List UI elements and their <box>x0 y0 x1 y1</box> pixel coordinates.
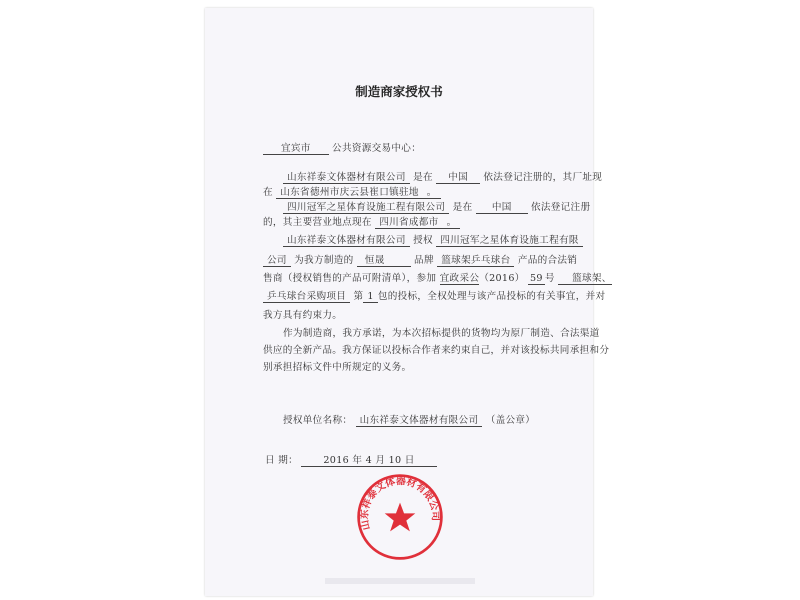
text: 在 <box>263 187 273 198</box>
para2-line1 <box>263 199 590 214</box>
country: 中国 <box>436 172 480 184</box>
tender-number: 59 <box>530 273 543 284</box>
seal-note: （盖公章） <box>485 415 536 426</box>
text: 为我方制造的 <box>294 255 354 266</box>
para1-line2 <box>263 184 441 199</box>
brand: 恒晟 <box>357 255 411 267</box>
para3-line3 <box>263 270 612 285</box>
text: 。 <box>423 187 441 199</box>
text: 依法登记注册 <box>530 202 591 213</box>
para4-line1: 作为制造商，我方承诺，为本次招标提供的货物均为原厂制造、合法渠道 <box>283 328 600 339</box>
text: 授权 <box>413 235 433 246</box>
addressee-line <box>263 140 421 155</box>
date-line <box>265 452 437 467</box>
date-value: 2016 年 4 月 10 日 <box>301 455 436 467</box>
text: 我方具有约束力。 <box>263 310 343 321</box>
text: 的，其主要营业地点现在 <box>263 217 372 228</box>
text: 第 <box>353 291 364 302</box>
text: 产品的合法销 <box>517 255 578 266</box>
text: 是在 <box>452 202 473 213</box>
tender-number: （2016） <box>479 273 525 284</box>
star-icon <box>385 503 416 532</box>
tender-number: 宜政采公 <box>439 273 480 284</box>
manufacturer-name: 山东祥泰文体器材有限公司 <box>283 235 410 247</box>
project-name: 篮球架、 <box>558 273 612 285</box>
text: 是在 <box>413 172 433 183</box>
para2-line2 <box>263 214 460 229</box>
text: 依法登记注册的，其厂址现 <box>483 172 603 183</box>
factory-address: 山东省德州市庆云县崔口镇驻地 <box>276 187 423 199</box>
agent-name: 四川冠军之星体育设施工程有限 <box>436 235 583 247</box>
para3-line2 <box>263 252 577 267</box>
signature-line <box>263 412 535 427</box>
para4-line3: 别承担招标文件中所规定的义务。 <box>263 362 412 373</box>
package-number: 1 <box>363 291 377 303</box>
product: 篮球架乒乓球台 <box>437 255 514 267</box>
seal-text: 山东祥泰文体器材有限公司 <box>359 476 441 532</box>
text: 。 <box>443 217 461 229</box>
date-label: 日 期： <box>265 455 299 466</box>
company-seal <box>355 472 445 562</box>
addressee-city: 宜宾市 <box>263 143 329 155</box>
manufacturer-name: 山东祥泰文体器材有限公司 <box>283 172 410 184</box>
document-title: 制造商家授权书 <box>355 84 443 99</box>
para3-line4 <box>263 288 605 303</box>
para4-line2: 供应的全新产品。我方保证以投标合作者来约束自己，并对该投标共同承担和分 <box>263 345 610 356</box>
bleed-through-text <box>325 578 475 584</box>
business-address: 四川省成都市 <box>375 217 442 229</box>
para1-line1 <box>263 169 602 184</box>
text: 品牌 <box>414 255 434 266</box>
project-name: 乒乓球台采购项目 <box>263 291 350 303</box>
agent-name: 公司 <box>263 255 291 267</box>
document-page <box>205 8 612 596</box>
agent-name: 四川冠军之星体育设施工程有限公司 <box>283 202 449 214</box>
text: 号 <box>544 273 555 284</box>
text: 售商（授权销售的产品可附清单），参加 <box>263 273 437 284</box>
text: 包的投标，全权处理与该产品投标的有关事宜，并对 <box>377 291 606 302</box>
para3-line5 <box>263 307 342 321</box>
signature-company: 山东祥泰文体器材有限公司 <box>356 415 483 427</box>
country: 中国 <box>476 202 528 214</box>
addressee-org: 公共资源交易中心： <box>332 143 422 154</box>
signature-label: 授权单位名称： <box>283 415 353 426</box>
para3-line1 <box>263 232 583 247</box>
